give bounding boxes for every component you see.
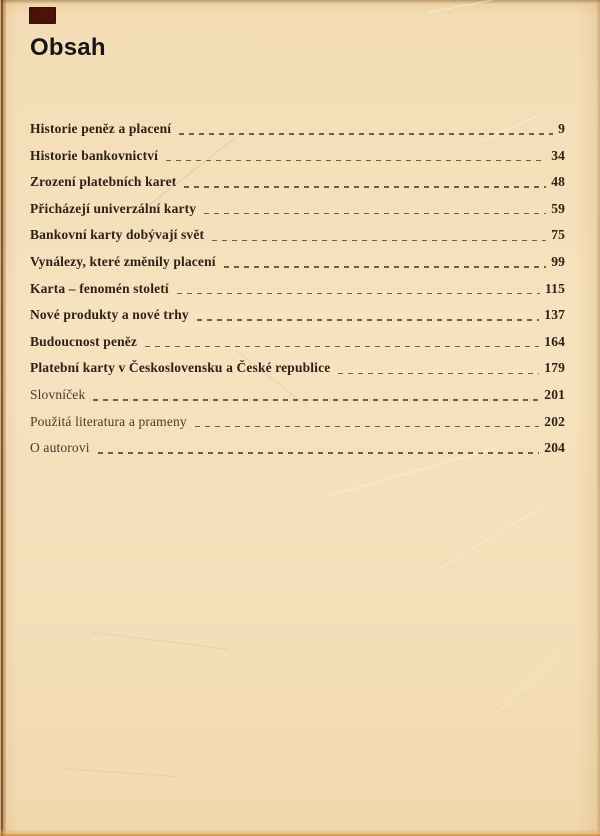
dashed-leader	[195, 426, 540, 427]
table-of-contents	[30, 116, 565, 462]
scan-edge-left	[0, 0, 6, 836]
toc-entry	[30, 355, 565, 382]
toc-entry-page-number: 137	[544, 307, 565, 323]
toc-entry-page-number: 115	[545, 280, 565, 296]
toc-entry	[30, 143, 565, 170]
dashed-leader	[166, 160, 546, 161]
toc-entry	[30, 329, 565, 356]
dashed-leader	[145, 346, 539, 347]
scan-edge-top	[0, 0, 600, 4]
paper-scratch	[92, 632, 229, 650]
toc-entry	[30, 409, 565, 436]
toc-entry-label: Nové produkty a nové trhy	[30, 307, 189, 323]
dashed-leader	[197, 319, 540, 320]
toc-entry-page-number: 75	[551, 227, 565, 243]
toc-entry	[30, 169, 565, 196]
dashed-leader	[204, 213, 546, 214]
toc-entry	[30, 196, 565, 223]
toc-entry-label: Historie bankovnictví	[30, 147, 159, 163]
scan-edge-bottom	[0, 829, 600, 836]
toc-entry	[30, 222, 565, 249]
toc-entry	[30, 116, 565, 143]
toc-entry-label: Zrození platebních karet	[30, 174, 177, 190]
toc-entry	[30, 276, 565, 303]
toc-entry-page-number: 48	[551, 174, 565, 190]
toc-entry-page-number: 99	[551, 254, 565, 270]
toc-entry-label: Budoucnost peněz	[30, 333, 138, 349]
toc-entry-label: Karta – fenomén století	[30, 280, 169, 296]
paper-scratch	[420, 503, 549, 581]
toc-entry-label: Slovníček	[30, 387, 86, 403]
toc-entry-page-number: 9	[558, 121, 565, 137]
toc-entry-page-number: 202	[544, 413, 565, 429]
toc-entry-label: Použitá literatura a prameny	[30, 413, 187, 429]
toc-entry-label: Přicházejí univerzální karty	[30, 200, 197, 216]
dashed-leader	[212, 240, 546, 241]
toc-entry	[30, 249, 565, 276]
dashed-leader	[177, 293, 540, 294]
toc-entry-label: O autorovi	[30, 440, 90, 456]
scan-edge-right	[596, 0, 600, 836]
toc-entry-page-number: 201	[544, 387, 565, 403]
toc-entry-page-number: 59	[551, 200, 565, 216]
toc-entry	[30, 302, 565, 329]
paper-scratch	[498, 652, 561, 712]
toc-entry-label: Platební karty v Československu a České republice	[30, 360, 331, 376]
toc-entry-label: Vynálezy, které změnily placení	[30, 254, 216, 270]
dashed-leader	[224, 266, 547, 267]
toc-entry-page-number: 164	[544, 333, 565, 349]
toc-entry-page-number: 179	[544, 360, 565, 376]
toc-entry-label: Historie peněz a placení	[30, 121, 172, 137]
toc-entry	[30, 435, 565, 462]
dashed-leader	[179, 133, 553, 134]
toc-entry-page-number: 204	[544, 440, 565, 456]
paper-scratch	[62, 768, 180, 777]
page-title: Obsah	[30, 34, 106, 61]
toc-entry-label: Bankovní karty dobývají svět	[30, 227, 205, 243]
dashed-leader	[338, 373, 539, 374]
dashed-leader	[98, 452, 540, 453]
toc-entry	[30, 382, 565, 409]
toc-entry-page-number: 34	[551, 147, 565, 163]
scan-corner-mark	[29, 7, 56, 24]
dashed-leader	[184, 186, 546, 187]
dashed-leader	[93, 399, 539, 400]
